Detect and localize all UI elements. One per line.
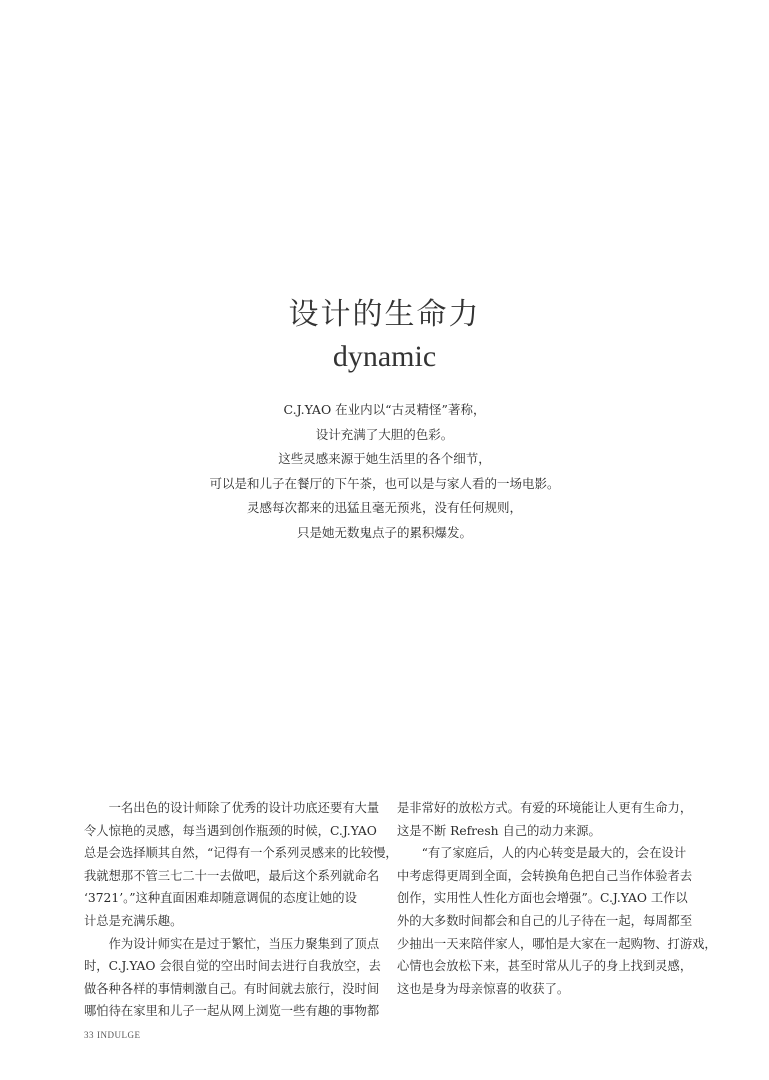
intro-line: 可以是和儿子在餐厅的下午茶，也可以是与家人看的一场电影。 bbox=[209, 475, 560, 491]
body-line: 作为设计师实在是过于繁忙，当压力聚集到了顶点 bbox=[84, 936, 380, 951]
intro-line: 只是她无数鬼点子的累积爆发。 bbox=[296, 524, 472, 540]
intro-paragraph bbox=[0, 398, 769, 545]
intro-line: 设计充满了大胆的色彩。 bbox=[315, 426, 454, 442]
body-column-left bbox=[84, 797, 396, 1023]
body-line: 心情也会放松下来，甚至时常从儿子的身上找到灵感， bbox=[397, 959, 693, 974]
body-line: 这也是身为母亲惊喜的收获了。 bbox=[397, 981, 570, 996]
article-title-block bbox=[0, 296, 769, 376]
body-line: 令人惊艳的灵感，每当遇到创作瓶颈的时候，C.J.YAO bbox=[84, 823, 377, 838]
intro-line: 灵感每次都来的迅猛且毫无预兆，没有任何规则， bbox=[246, 500, 522, 515]
body-line: 一名出色的设计师除了优秀的设计功底还要有大量 bbox=[84, 801, 380, 815]
page-number: 33 bbox=[84, 1030, 94, 1040]
article-title-english: dynamic bbox=[332, 340, 437, 373]
body-line: 时，C.J.YAO 会很自觉的空出时间去进行自我放空，去 bbox=[84, 959, 381, 974]
body-line: 总是会选择顺其自然，“记得有一个系列灵感来的比较慢， bbox=[84, 846, 398, 861]
article-title-chinese: 设计的生命力 bbox=[288, 297, 481, 332]
body-line: 计总是充满乐趣。 bbox=[84, 913, 183, 928]
intro-line: C.J.YAO 在业内以“古灵精怪”著称， bbox=[283, 402, 486, 417]
body-line: 哪怕待在家里和儿子一起从网上浏览一些有趣的事物都 bbox=[84, 1004, 380, 1019]
body-line: “有了家庭后，人的内心转变是最大的，会在设计 bbox=[397, 846, 687, 861]
page-folio bbox=[84, 1030, 144, 1040]
body-line: 创作，实用性人性化方面也会增强”。C.J.YAO 工作以 bbox=[397, 891, 688, 906]
body-line: 是非常好的放松方式。有爱的环境能让人更有生命力， bbox=[397, 801, 693, 815]
intro-line: 这些灵感来源于她生活里的各个细节， bbox=[278, 451, 491, 466]
body-line: 做各种各样的事情刺激自己。有时间就去旅行，没时间 bbox=[84, 981, 380, 996]
body-line: 少抽出一天来陪伴家人，哪怕是大家在一起购物、打游戏， bbox=[397, 936, 717, 951]
body-line: 我就想那不管三七二十一去做吧，最后这个系列就命名 bbox=[84, 868, 380, 883]
body-line: 外的大多数时间都会和自己的儿子待在一起，每周都至 bbox=[397, 913, 693, 928]
body-line: ‘3721’。”这种直面困难却随意调侃的态度让她的设 bbox=[84, 891, 357, 906]
magazine-name: INDULGE bbox=[97, 1030, 141, 1040]
body-line: 这是不断 Refresh 自己的动力来源。 bbox=[397, 823, 601, 838]
body-column-right bbox=[397, 797, 717, 1000]
body-line: 中考虑得更周到全面，会转换角色把自己当作体验者去 bbox=[397, 868, 693, 883]
